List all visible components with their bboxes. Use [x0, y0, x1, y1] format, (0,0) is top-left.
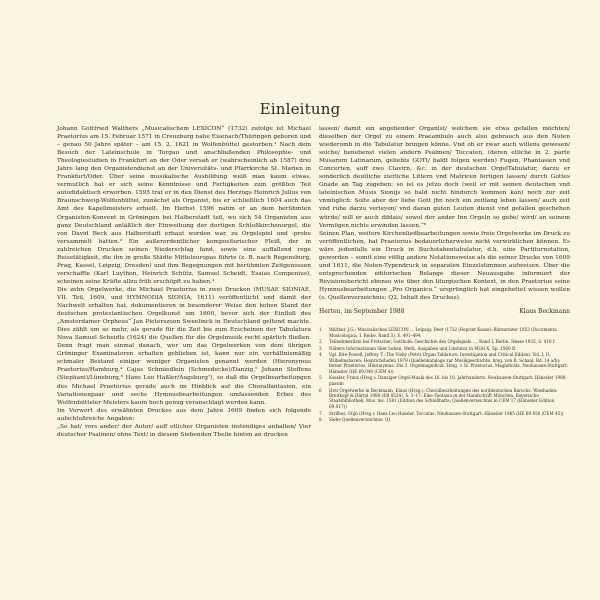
footnotes [319, 327, 570, 423]
footnote-number: 8 [319, 417, 322, 423]
place-date: Herten, im September 1988 [319, 308, 405, 316]
right-column-text: lassen/ damit ein angehender Organist/ welchem sie etwa gefallen möchten/ dieselben der Orgel zu einem Praeambulo auch also gebrauch aus den Noten wiederumb in die Tabulatur bringen könne. Vnd ob er zwar auch willens gewesen/ solche/ benebenst vielen andern Psalmen/ Toccaten, (deren etliche in 2. parte Musarum Latinarum, geliebts GOTt/ baldt folgen werden) Fugen, Phantasien vnd Concerten, auff zwo Clavirn, &c. in der deutschen OrgelTabulatur, darzu er sonderlich deutliche zierliche Littern vnd Matricen fertigen lassen/ durch Gottes Gnade an Tag zugeben: so ist es jetzo doch (weil er mit seinen deutschen vnd lateinischen Musis Sionijs so bald nicht hindurch kommen kan) noch zur zeit vnmüglich: Solte aber der liebe Gott jhn noch ein zeitlang leben lassen/ auch zeit vnd ruhe darzu verleyen/ vnd daran guten Leuten dienst vnd gefallen geschehen würde/ will er auch diblais/ sowol der ander Inn Orgeln so gebe/ wird/ an seinem Vermögen nichts erwinden lassen.“⁸ Seinen Plan, weitere Kirchenliedbearbeitungen sowie freie Orgelwerke im Druck zu veröffentlichen, hat Praetorius bedauerlicherweise nicht verwirklichen können. Es wäre jedenfalls ein Druck in Buchstabentabulatur, d.h. eine Partiturnotation, geworden – somit eine völlig andere Notationsweise als die seiner Drucke von 1609 und 1611, die Noten-Typendruck in separaten Einzelstimmen aufweisen. Über die entsprechenden editorischen Belange dieser Neuausgabe informiert der Revisionsbericht ebenso wie über den liturgischen Kontext, in den Praetorius seine Hymnusbearbeitungen „Pro Organico.“ ursprünglich hat eingebettet wissen wollen (s. Quellenverzeichnis: Q2, Inhalt des Druckes). [319, 126, 570, 301]
footnote-text: Drei Orgelwerke in Beckmann, Klaus (Hrsg.): Choralbearbeitungen des norddeutschen Barocks. Wiesbaden: Breitkopf & Härtel 1988 (EB 8534), S. 3–17; Eine Fantasia in der Handschrift München, Bayerische Staatsbibliothek, Mus. ms. 1581 (Edition des Schloßhafts: Quellenverzeichnis in CEM 17 (Hänssler Edition 69.017)) [329, 387, 558, 409]
footnote [319, 417, 570, 422]
footnote [319, 327, 570, 338]
footnote-text: Vgl. Rite-Powell, Jeffrey T.: The Visby (Petri) Organ Tablature. Investigation and Critical Edition. Vol. I, II, Wilhelmshaven: Heinrichshofen 1979 (Quellenkataloge zur Musikgeschichte, hrsg. von R. Schaal, Bd. 14 a/b); ferner Praetorius, Hieronymus: Die 3. Orgelmagnificat. Hrsg. v. H. Praetorius, Magnificats. Neuhausen-Stuttgart: Hänssler (HE 69.040 (CEM 4)) [329, 352, 569, 374]
footnote-text: Nähere Informationen über Leben, Werk, Ausgaben und Literatur in MGG X, Sp. 1560 ff. [329, 345, 517, 351]
footnote [319, 375, 570, 386]
page-title: Einleitung [259, 100, 341, 118]
footnote-number: 5 [319, 375, 322, 381]
footnote-number: 7 [319, 410, 322, 416]
right-column [319, 125, 570, 424]
footnote [319, 388, 570, 410]
footnote [319, 346, 570, 351]
footnote [319, 411, 570, 416]
author-name: Klaus Beckmann [519, 308, 570, 316]
footnote-number: 2 [319, 339, 322, 345]
footnote-text: Walther, J.G.: Musicalisches LEXICON ... Leipzig: Deer (1732 (Reprint Kassel: Bärenreiter 1953 (Documenta Musicologica, I. Reihe, Band 3), S. 491–494 [329, 327, 557, 338]
footnote [319, 339, 570, 344]
footnote-text: Strilbos, Stijn (Hrsg.): Hans Leo Hassler, Toccatas. Neuhausen-Stuttgart: Hänssler 1985 (HE 69.450 (CEM 45)) [329, 410, 564, 416]
footnote-text: Siehe Quellenverzeichnis: Q1 [329, 417, 391, 423]
signature-line [319, 308, 570, 316]
left-column [57, 125, 311, 439]
footnote-number: 6 [319, 387, 322, 393]
footnote-number: 3 [319, 345, 322, 351]
footnote-number: 1 [319, 327, 322, 333]
footnote [319, 352, 570, 374]
footnote-text: Kassler, Franz (Hrsg.): Danziger Orgel-Musik des 16. bis 18. Jahrhunderts. Neuhausen-Stuttgart: Hänssler 1988, passim [329, 375, 567, 386]
footnote-number: 4 [319, 352, 322, 358]
footnote-text: Teilnehmerliste bei Frotscher, Gotthold: Geschichte des Orgelspiels ..., Band I, Berlin: Hesse 1935, S. 419 f. [329, 339, 556, 345]
left-column-text: Johann Gottfried Walthers „Musicalischem LEXICON“ (1732) zufolge ist Michael Praetorius am 15. Februar 1571 in Creuzburg nahe Eisenach/Thüringen geboren und – genau 50 Jahre später – am 15. 2. 1621 in Wolfenbüttel gestorben.¹ Nach dem Besuch der Lateinschule in Torgau und anschließenden Philosophie- und Theologiestudien in Frankfurt an der Oder versah er (wahrscheinlich ab 1587) drei Jahre lang den Organistendienst an der Universitäts- und Pfarrkirche St. Marien in Frankfurt/Oder. Über seine musikalische Ausbildung weiß man kaum etwas, vermutlich hat er sich seine Kenntnisse und Fertigkeiten zum größten Teil autodidaktisch erworben. 1595 trat er in den Dienst des Herzogs Heinrich Julius von Braunschweig-Wolfenbüttel, zunächst als Organist, bis er schließlich 1604 auch das Amt des Kapellmeisters erhielt. Im Herbst 1596 nahm er an dem berühmten Organisten-Konvent in Gröningen bei Halberstadt teil, wo sich 54 Organisten aus ganz Deutschland anläßlich der Einweihung der dortigen Schloßkirchenorgel, die von David Beck aus Halberstadt erbaut worden war, zu Orgelspiel und -probe versammelt hatten.² Ein außerordentlicher kompositorischer Fleiß, der in zahlreichen Drucken seinen Niederschlag fand, sowie eine auffallend rege Reisetätigkeit, die ihn in große Städte Mitteleuropas führte (z. B. nach Regensburg, Prag, Kassel, Leipzig, Dresden) und ihm Begegnungen mit berühmten Zeitgenossen verschaffte (Karl Luython, Heinrich Schütz, Samuel Scheidt, Esaias Compenius), scheinen seine Kräfte allzu früh erschöpft zu haben.³ Die zehn Orgelwerke, die Michael Praetorius in zwei Drucken (MUSAE SIONIAE, VII. Teil, 1609, und HYMNODIA SIONIA, 1611) veröffentlicht und damit der Nachwelt erhalten hat, dokumentieren in besonderer Weise den hohen Stand der deutschen protestantischen Orgelkunst um 1600, bevor sich der Einfluß des „Amsterdamer Orpheus“ Jan Pieterszoon Sweelinck in Deutschland geltend machte. Dies zählt um so mehr, als gerade für die Zeit bis zum Erscheinen der Tabulatura Nova Samuel Scheidts (1624) die Quellen für die Orgelmusik recht spärlich fließen. Denn fragt man einmal danach, wer um das Orgelwerken von dem übrigen Gröninger Examinatoren erhalten geblieben ist, kann nur ein verhältnismäßig schmaler Bestand einiger weniger Organisten genannt werden (Hieronymus Praetorius/Hamburg,⁴ Cajus Schmiedlein (Schmedecke)/Danzig,⁵ Johann Steffens (Stephani)/Lüneburg,⁶ Hans Leo Haßler/Augsburg⁷), so daß die Orgelbearbeitungen des Michael Praetorius gerade auch im Hinblick auf die Choralfantasien, ein Variationenpaar und sechs Hymnusbearbeitungen umfassenden Erbes des Wolfenbütteler Meisters kaum hoch genug veranschlagt werden kann. Im Vorwort des erwähnten Druckes aus dem Jahre 1609 finden sich folgende aufschlußreiche Angaben: „So hat/ vors ander/ der Autor/ auff etlicher Organisten instendiges anhalten/ Vier deutscher Psalmen/ ohne Text/ in diesem Siebenden Theile hinten an drucken [57, 126, 311, 438]
